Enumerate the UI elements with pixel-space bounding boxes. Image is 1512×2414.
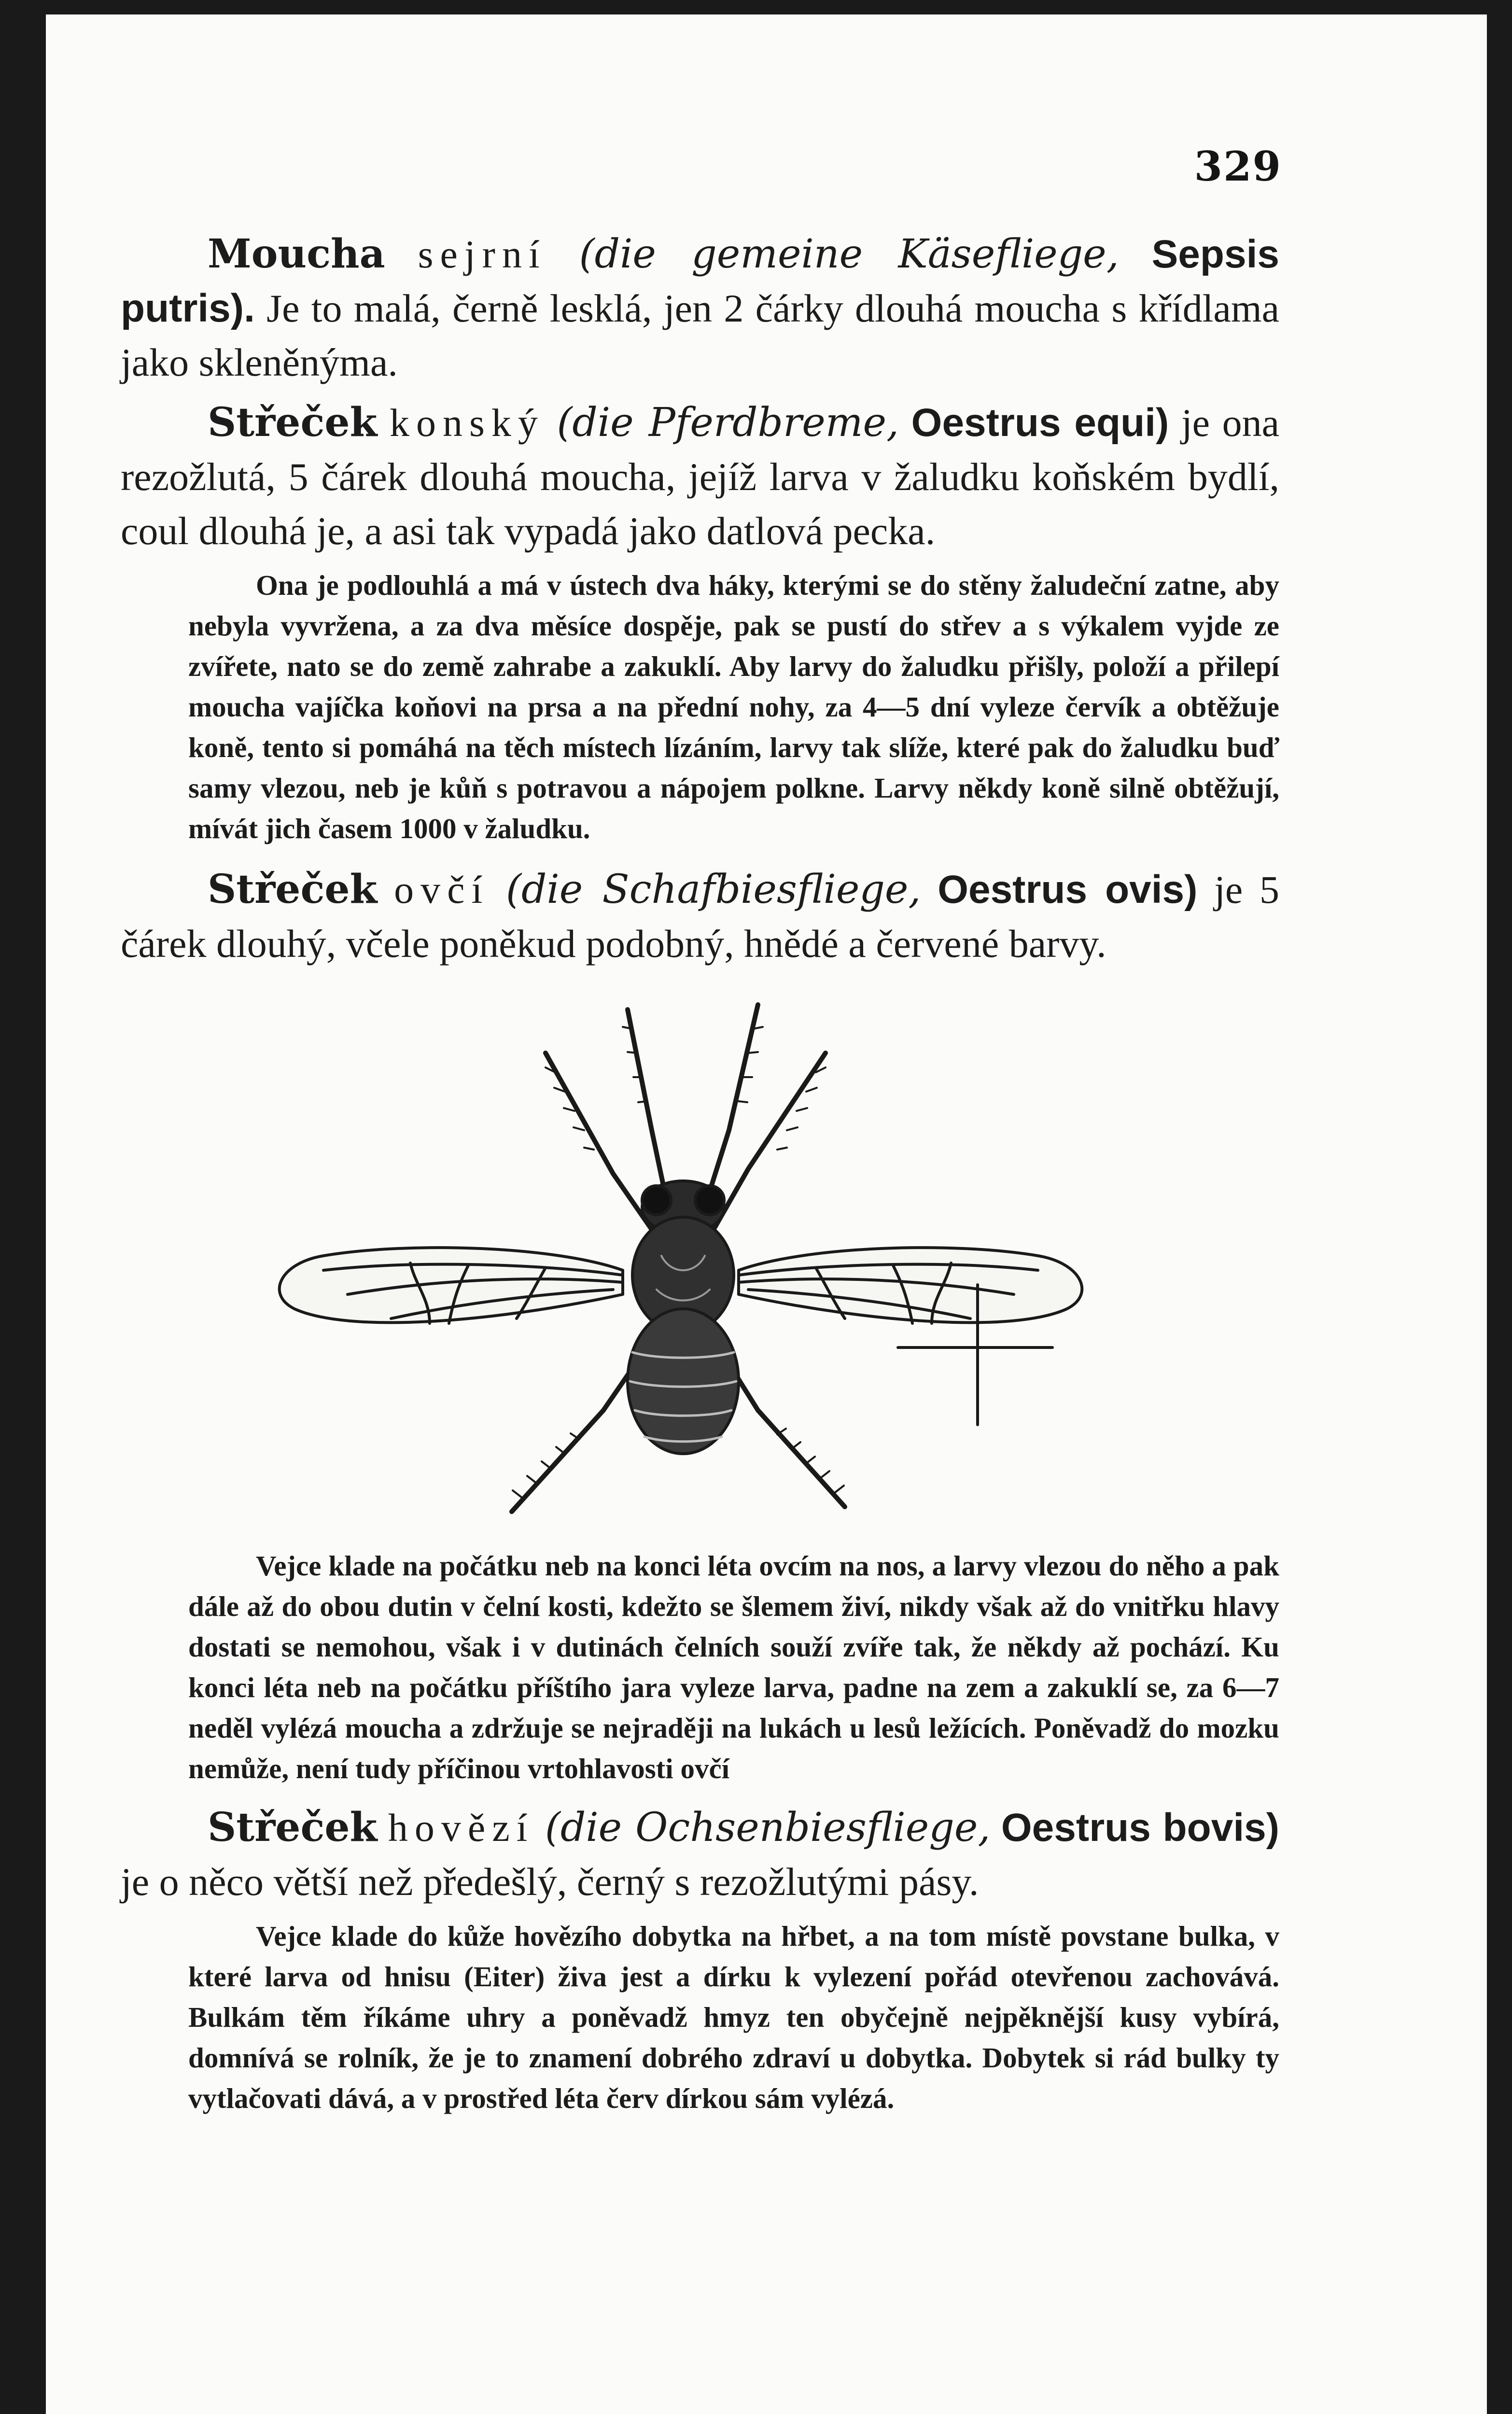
section-strecek-konsky [121, 395, 1279, 558]
page-content [121, 227, 1279, 2119]
species-qualifier: ovčí [394, 868, 490, 912]
left-wing [280, 1248, 623, 1323]
german-name: (die gemeine Käsefliege, [579, 231, 1119, 277]
latin-name: Sepsis putris). [121, 232, 1279, 330]
german-name: (die Pferdbreme, [557, 400, 899, 446]
latin-name: Oestrus bovis) [1001, 1806, 1280, 1850]
section-text: je 5 čárek dlouhý, včele poněkud podobný, hnědé a červené barvy. [121, 868, 1280, 966]
book-page [46, 14, 1487, 2414]
right-wing [739, 1248, 1082, 1323]
german-name: (die Ochsenbiesfliege, [545, 1805, 991, 1851]
species-name: Střeček [208, 399, 378, 446]
species-name: Moucha [208, 231, 385, 277]
section-strecek-hovezi [121, 1800, 1279, 1909]
section-text: Je to malá, černě lesklá, jen 2 čárky dlouhá moucha s křídlama jako skleněnýma. [121, 286, 1279, 384]
species-qualifier: konský [389, 401, 545, 445]
section-moucha-sejrni [121, 227, 1279, 390]
species-name: Střeček [208, 866, 378, 912]
section-note-strecek-hovezi: Vejce klade do kůže hovězího dobytka na hřbet, a na tom místě povstane bulka, v které larva od hnisu (Eiter) živa jest a dírku k vylezení pořád otevřenou zachovává. Bulkám těm říkáme uhry a poněvadž hmyz ten obyčejně nejpěknější kusy vybírá, domnívá se rolník, že je to znamení dobrého zdraví u dobytka. Dobytek si rád bulky ty vytlačovati dává, a v prostřed léta červ dírkou sám vylézá. [188, 1920, 1279, 2114]
section-text: je o něco větší než předešlý, černý s rezožlutými pásy. [121, 1860, 979, 1904]
section-note-strecek-ovci: Vejce klade na počátku neb na konci léta ovcím na nos, a larvy vlezou do něho a pak dále až do obou dutin v čelní kosti, kdežto se šlemem živí, nikdy však až do vnitřku hlavy dostati se nemohou, však i v dutinách čelních souží zvíře tak, že někdy až pochází. Ku konci léta neb na počátku příštího jara vyleze larva, padne na zem a zakuklí se, za 6—7 neděl vylézá moucha a zdržuje se nejraději na lukách u lesů ležících. Poněvadž do mozku nemůže, není tudy příčinou vrtohlavosti ovčí [188, 1550, 1279, 1784]
section-note-strecek-konsky: Ona je podlouhlá a má v ústech dva háky, kterými se do stěny žaludeční zatne, aby nebyla vyvržena, a za dva měsíce dospěje, pak se pustí do střev a s výkalem vyjde ze zvířete, nato se do země zahrabe a zakuklí. Aby larvy do žaludku přišly, položí a přilepí moucha vajíčka koňovi na prsa a na přední nohy, za 4—5 dní vyleze červík a obtěžuje koně, tento si pomáhá na těch místech lízáním, larvy tak slíže, které pak do žaludku buď samy vlezou, neb je kůň s potravou a nápojem polkne. Larvy někdy koně silně obtěžují, mívát jich časem 1000 v žaludku. [188, 569, 1279, 844]
latin-name: Oestrus equi) [911, 401, 1169, 445]
section-strecek-ovci [121, 862, 1279, 971]
german-name: (die Schafbiesfliege, [505, 867, 921, 912]
species-qualifier: sejrní [418, 232, 546, 276]
page-number: 329 [1194, 142, 1282, 190]
fly-illustration-svg [121, 985, 1279, 1536]
fly-illustration [121, 985, 1279, 1536]
section-text: je ona rezožlutá, 5 čárek dlouhá moucha, jejíž larva v žaludku koňském bydlí, coul dlouhá je, a asi tak vypadá jako datlová pecka. [121, 401, 1279, 553]
species-name: Střeček [208, 1804, 378, 1851]
latin-name: Oestrus ovis) [938, 868, 1198, 912]
species-qualifier: hovězí [388, 1806, 534, 1850]
